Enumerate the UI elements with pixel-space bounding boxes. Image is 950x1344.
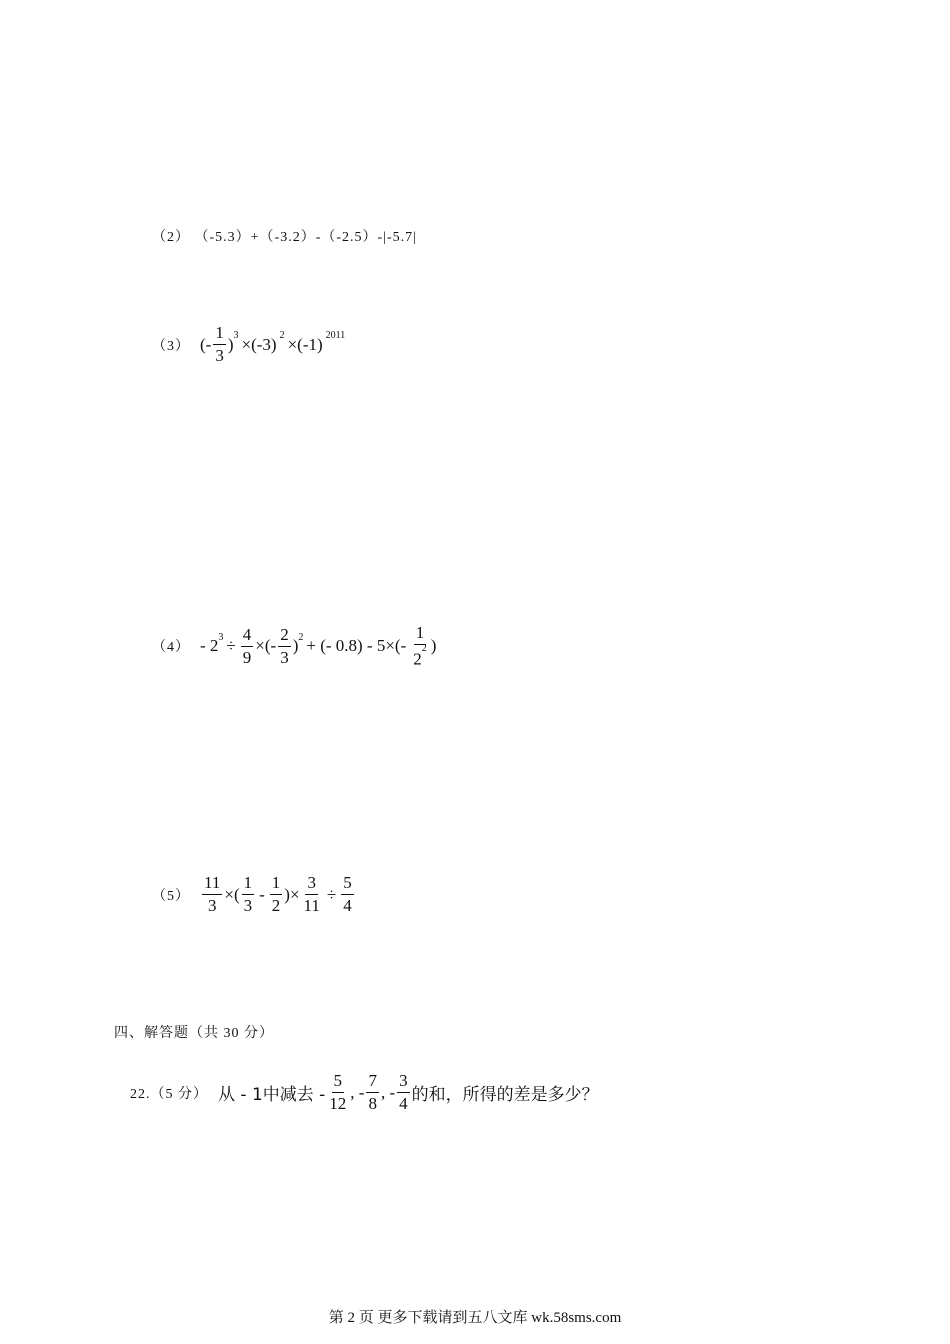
denominator: 8	[368, 1094, 377, 1113]
problem-2-expression: （-5.3）+（-3.2）-（-2.5）-|-5.7|	[194, 230, 417, 245]
problem-4-middle: + (- 0.8) - 5×(-	[306, 636, 407, 656]
denominator	[411, 645, 429, 671]
numerator: 5	[332, 1070, 345, 1093]
problem-3-close: )	[227, 334, 234, 354]
problem-4	[152, 622, 436, 671]
problem-4-fraction-1	[241, 624, 254, 669]
problem-5-label: （5）	[152, 888, 190, 904]
exponent: 2	[421, 643, 427, 654]
problem-3-times-2: ×(-1)	[287, 334, 323, 354]
question-22	[130, 1070, 599, 1115]
problem-4-start: - 2	[200, 636, 219, 656]
question-22-fraction-1	[327, 1070, 348, 1115]
problem-2-label: （2）	[152, 230, 190, 245]
denominator: 3	[215, 346, 224, 365]
numerator: 3	[305, 872, 318, 895]
problem-3-open: (-	[200, 334, 212, 354]
numerator: 2	[278, 624, 291, 647]
numerator: 4	[241, 624, 254, 647]
problem-5-times-open: ×(	[224, 884, 240, 904]
numerator: 1	[242, 872, 255, 895]
denominator: 4	[343, 896, 352, 915]
exponent: 2	[279, 330, 285, 341]
numerator: 1	[270, 872, 283, 895]
numerator: 7	[366, 1070, 379, 1093]
problem-5-fraction-3	[270, 872, 283, 917]
exponent: 2011	[325, 330, 346, 341]
exponent: 2	[298, 631, 304, 643]
problem-3-label: （3）	[152, 338, 190, 354]
question-22-fraction-3	[397, 1070, 410, 1115]
denominator: 9	[242, 647, 252, 667]
question-22-number: 22.（5 分）	[130, 1086, 208, 1102]
numerator: 11	[202, 872, 222, 895]
denominator: 12	[329, 1094, 347, 1113]
problem-5	[152, 872, 356, 917]
problem-4-label: （4）	[152, 640, 190, 656]
problem-5-fraction-1	[202, 872, 222, 917]
problem-3-fraction	[213, 322, 226, 367]
problem-4-close-2: )	[430, 636, 437, 656]
numerator: 5	[341, 872, 354, 895]
problem-5-close-times: )×	[284, 884, 300, 904]
question-22-text-start: 从 - 1中减去 -	[218, 1085, 326, 1105]
problem-5-fraction-4	[302, 872, 322, 917]
divide-sign: ÷	[326, 884, 337, 904]
problem-4-close-1: )	[292, 636, 299, 656]
problem-4-times: ×(-	[255, 636, 277, 656]
denominator: 3	[243, 896, 253, 915]
section-4-heading: 四、解答题（共 30 分）	[114, 1026, 274, 1041]
denominator: 11	[303, 896, 320, 915]
question-22-fraction-2	[366, 1070, 379, 1115]
denominator: 3	[207, 896, 217, 915]
problem-4-fraction-3	[411, 622, 429, 671]
denominator-base: 2	[413, 649, 422, 669]
denominator: 4	[399, 1094, 408, 1113]
denominator: 2	[271, 896, 281, 915]
numerator: 1	[213, 322, 226, 345]
exponent: 3	[233, 330, 239, 341]
problem-2	[152, 226, 417, 246]
divide-sign: ÷	[226, 636, 236, 656]
denominator: 3	[280, 647, 289, 667]
problem-3	[152, 322, 345, 367]
numerator: 1	[414, 622, 427, 645]
numerator: 3	[397, 1070, 410, 1093]
separator: , -	[380, 1082, 396, 1102]
separator: , -	[350, 1082, 365, 1102]
problem-5-fraction-2	[242, 872, 255, 917]
minus-sign: -	[259, 884, 265, 904]
exponent: 3	[218, 631, 224, 643]
problem-5-fraction-5	[341, 872, 354, 917]
page-footer: 第 2 页 更多下载请到五八文库 wk.58sms.com	[328, 1310, 622, 1326]
problem-4-fraction-2	[278, 624, 291, 669]
problem-3-times-1: ×(-3)	[241, 334, 277, 354]
question-22-text-end: 的和，所得的差是多少？	[411, 1085, 599, 1105]
